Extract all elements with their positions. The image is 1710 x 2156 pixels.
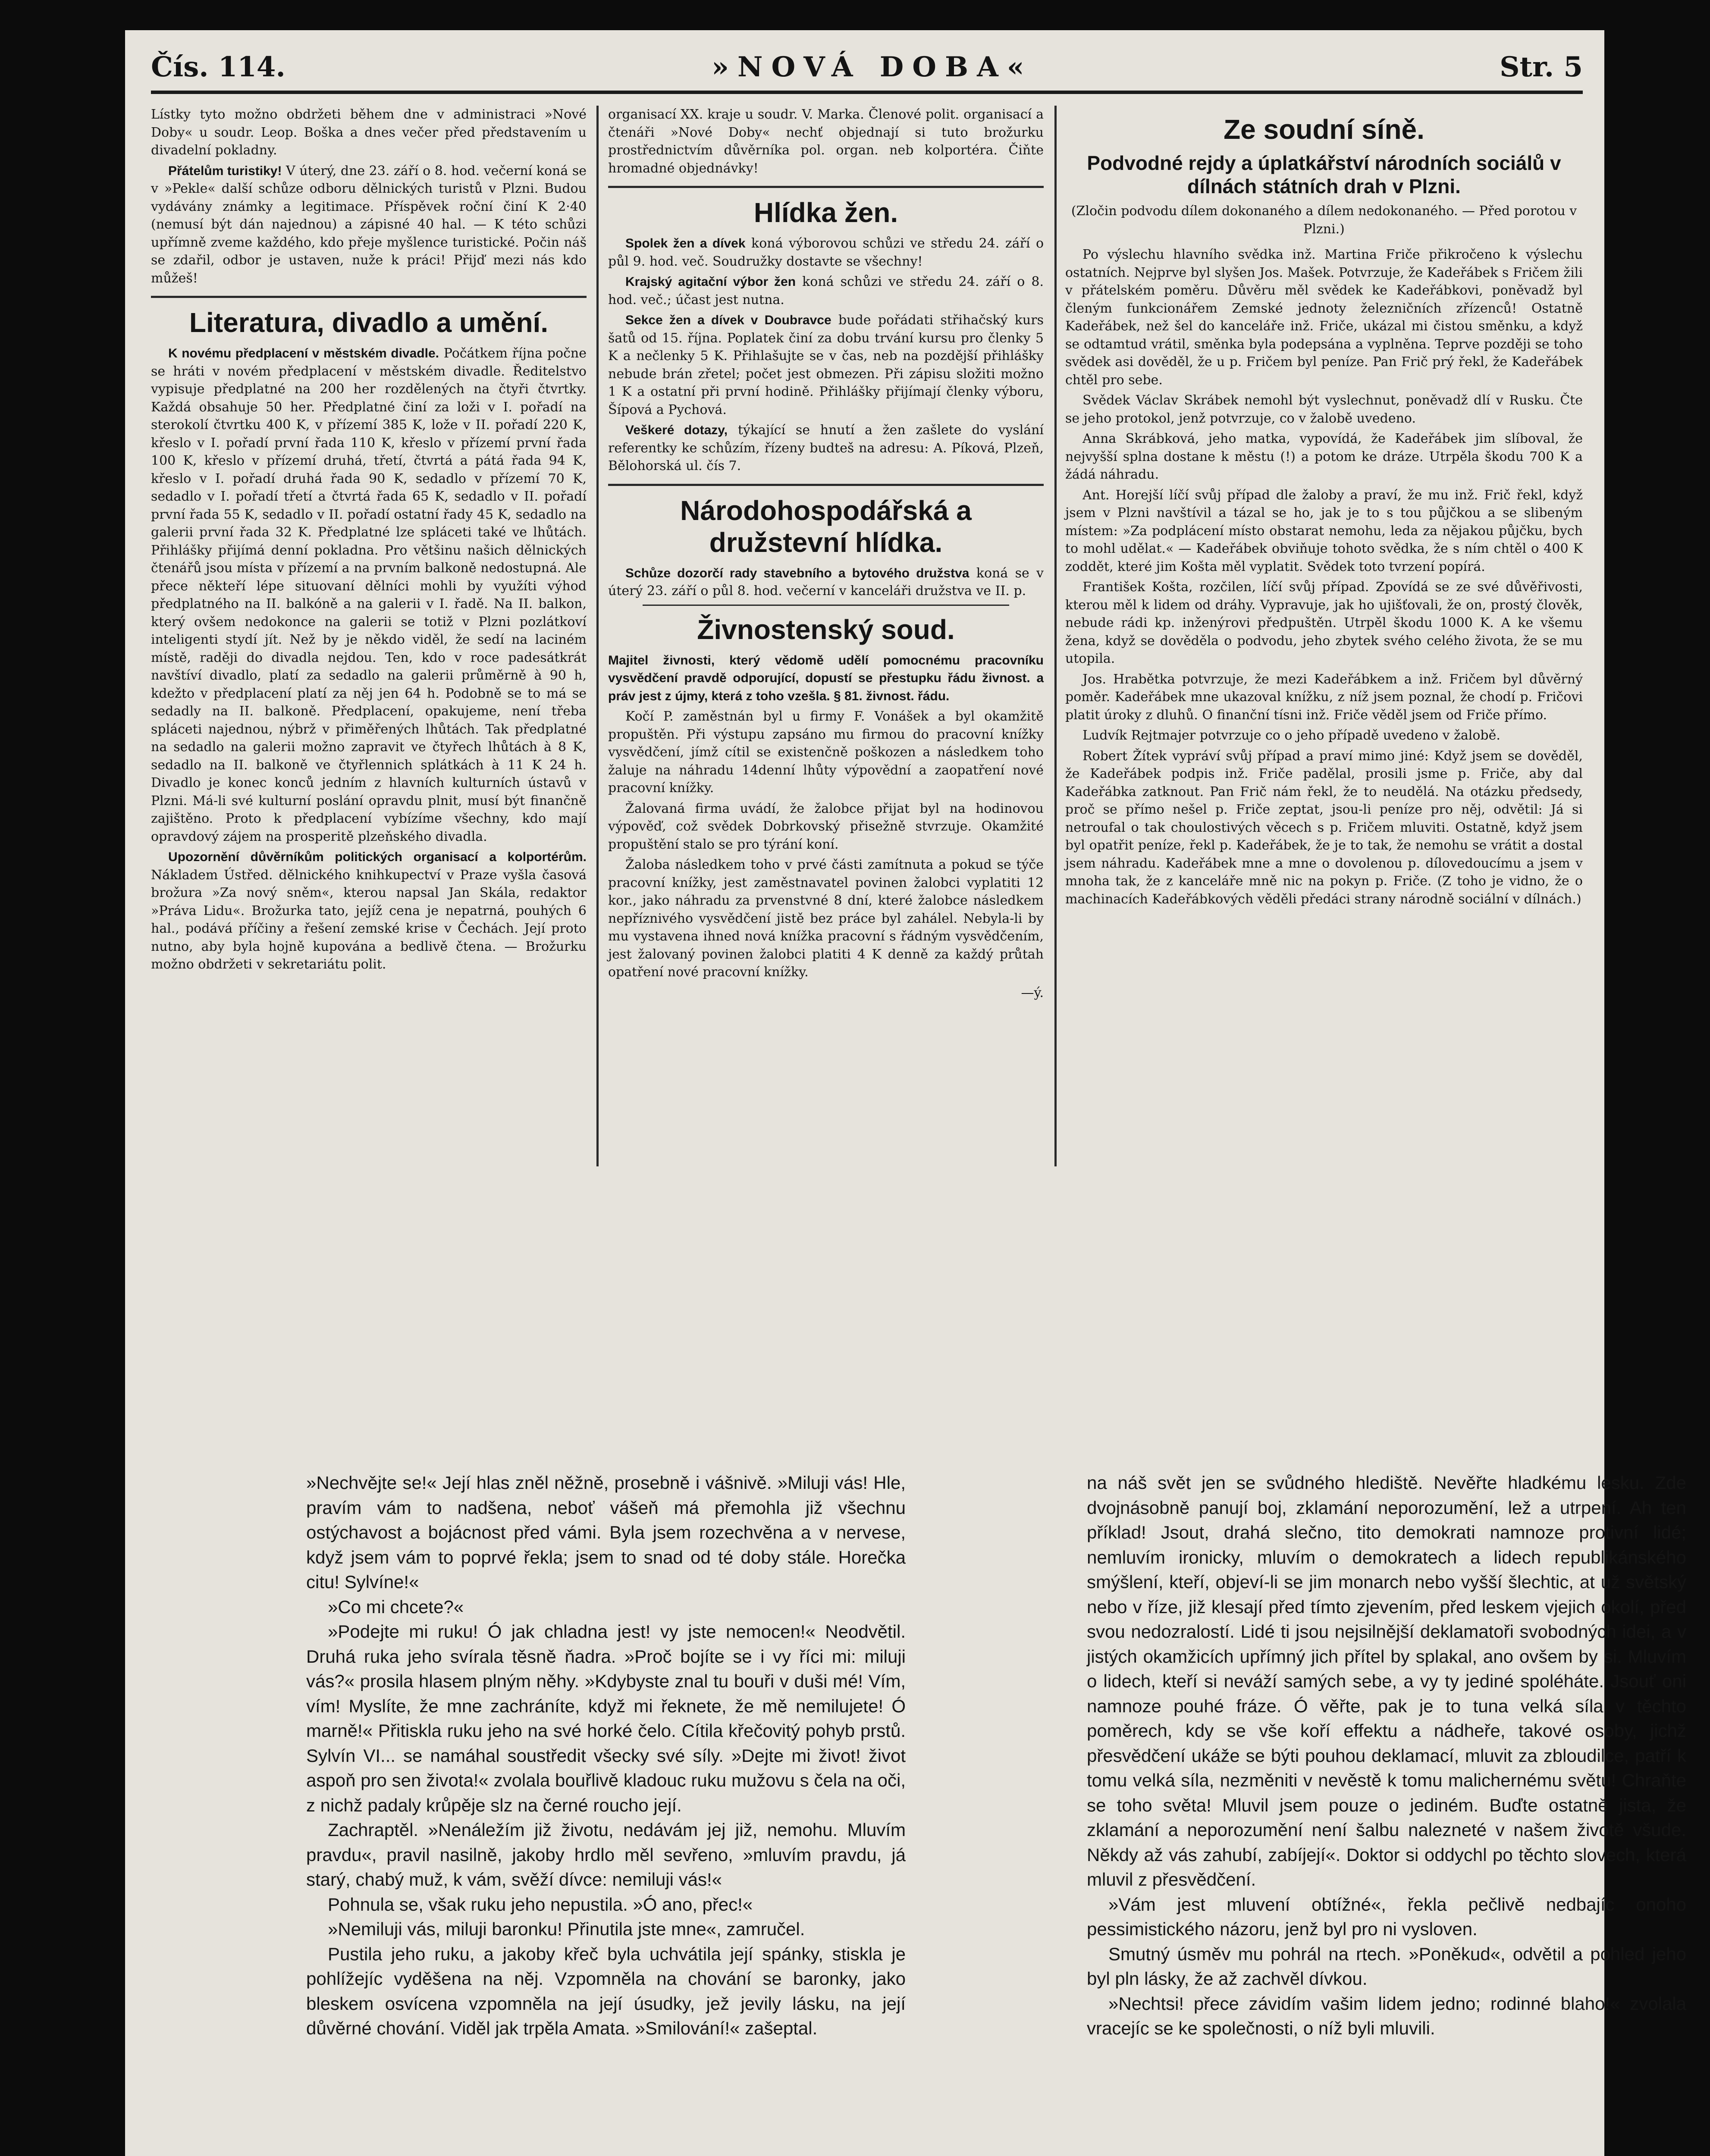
story-paragraph: »Podejte mi ruku! Ó jak chladna jest! vy jste nemocen!« Neodvětil. Druhá ruka jeho svírala těsně ňadra. »Proč bojíte se i vy říci mi: miluji vás?« prosila hlasem plným něhy. »Kdybyste znal tu bouři v duši mé! Vím, vím! Myslíte, že mne zachráníte, když mi řeknete, že mě nemilujete! Ó marně!« Přitiskla ruku jeho na své horké čelo. Cítila křečovitý pohyb prstů. Sylvín VI... se namáhal soustředit všecky své síly. »Dejte mi život! život aspoň pro sen života!« zvolala bouřlivě kladouc ruku mužovu s čela na oči, z nichž padaly krůpěje slz na černé roucho její. [306, 1621, 906, 1815]
tourism-paragraph [151, 162, 587, 288]
trade-court-paragraph: Žalovaná firma uvádí, že žalobce přijat byl na hodinovou výpověď, což svědek Dobrkovský přisežně stvrzuje. Okamžité propuštění stalo se pro týrání koní. [608, 801, 1044, 852]
court-paragraph: Svědek Václav Skrábek nemohl být vyslechnut, poněvadž dlí v Rusku. Čte se jeho protokol, jenž potvrzuje, co v žalobě uvedeno. [1065, 393, 1583, 426]
column-right [1065, 106, 1583, 1171]
theatre-lead: K novému předplacení v městském divadle. [168, 346, 439, 360]
column-middle [608, 106, 1044, 1171]
agitation-lead: Krajský agitační výbor žen [625, 275, 796, 289]
court-paragraph: Jos. Hrabětka potvrzuje, že mezi Kadeřábkem a inž. Fričem byl důvěrný poměr. Kadeřábek mne ukazoval knížku, z níž jsem poznal, že chodí p. Fričovi platit úroky z dluhů. O finanční tísni inž. Friče věděl jsem od Friče přímo. [1065, 671, 1583, 723]
section-title-court: Ze soudní síně. [1224, 114, 1424, 145]
story-paragraph: »Vám jest mluvení obtížné«, řekla pečlivě nedbajíc onoho pessimistického názoru, jenž byl pro ni vysloven. [1087, 1894, 1686, 1939]
column-left [151, 106, 587, 1171]
women-club-paragraph [608, 235, 1044, 270]
story-paragraph: Smutný úsměv mu pohrál na rtech. »Poněkud«, odvětil a pohled jeho byl pln lásky, že až zachvěl dívkou. [1087, 1943, 1686, 1989]
section-title-economy: Národohospodářská a družstevní hlídka. [680, 495, 972, 558]
story-paragraph: »Co mi chcete?« [328, 1596, 464, 1617]
story-paragraph: »Nemiluji vás, miluji baronku! Přinutila jste mne«, zamručel. [328, 1919, 805, 1939]
theatre-paragraph [151, 345, 587, 846]
serial-story-right [1087, 1470, 1686, 2156]
story-paragraph: »Nechtsi! přece závidím vašim lidem jedno; rodinné blaho!« zvolala vracejíc se ke společnosti, o níž byli mluvili. [1087, 1993, 1686, 2038]
agitation-paragraph [608, 273, 1044, 309]
cooperative-text: koná se v úterý 23. září o půl 8. hod. večerní v kanceláři družstva ve II. p. [608, 565, 1044, 599]
serial-story-left [306, 1470, 906, 2156]
tickets-paragraph: Lístky tyto možno obdržeti během dne v administraci »Nové Doby« u soudr. Leop. Boška a dnes večer před představením u divadelní pokladny. [151, 107, 587, 158]
section-title-women: Hlídka žen. [753, 197, 898, 228]
inquiries-paragraph [608, 421, 1044, 475]
court-paragraph: František Košta, rozčilen, líčí svůj případ. Zpovídá se ze své důvěřivosti, kterou měl k lidem od dráhy. Vypravuje, jak ho ujišťovali, že on, prostý člověk, nebude rádi kp. inženýrovi předpuštěn. Utrpěl škodu 1000 K. A ke všemu žena, když se dověděla o podvodu, jeho zbytek svého celého života, že se mu utopila. [1065, 580, 1583, 666]
issue-number: Čís. 114. [151, 51, 286, 83]
agitation-text: koná schůzi ve středu 24. září o 8. hod. več.; účast jest nutna. [608, 274, 1044, 307]
tourism-lead: Přátelům turistiky! [168, 163, 282, 178]
section-doubravka-text: bude pořádati střihačský kurs šatů od 15. října. Poplatek činí za dobu trvání kursu pro členky 5 K a nečlenky 5 K. Přihlašujte se v čas, neb na pozdější přihlášky nebude brán zřetel; počet jest obmezen. Při zápisu složiti možno 1 K a ostatní při první hodině. Přihlášky přijímají členky výboru, Šípová a Pychová. [608, 313, 1044, 417]
page-header [151, 43, 1583, 94]
theatre-text: Počátkem října počne se hráti v novém předplacení v městském divadle. Ředitelstvo vypisuje předplatné na 200 her rozdělených na čtyři čtvrtky. Každá obsahuje 50 her. Předplatné činí za loži v I. pořadí na sterokolí čtvrtku 400 K, v přízemí 385 K, lože v II. pořadí 220 K, křeslo v I. pořadí první řada 110 K, křeslo v přízemí první řada 100 K, křeslo v přízemí druhá, třetí, čtvrtá a pátá řada 94 K, křeslo v I. pořadí druhá řada 90 K, sedadlo v přízemí 70 K, sedadlo v I. pořadí třetí a čtvrtá řada 65 K, sedadlo v II. pořadí první řada 55 K, sedadlo v II. pořadí ostatní řady 45 K, sedadlo na galerii první řada 32 K. Předplatné lze spláceti také ve lhůtách. Přihlášky přijímá denní pokladna. Pro většinu našich dělnických čtenářů jsou místa v přízemí a na prvním balkoně nedostupná. Ale přece někteří lépe situovaní dělníci mohli by využíti výhod předplatného na II. balkóně a na galerii v I. řadě. Na II. balkon, který ovšem nedokonce na galerii se totiž v Plzni pozlátkoví inteligenti stydí jít. Než by je někdo viděl, že sedí na laciném místě, raději do divadla nejdou. Ten, kdo v roce padesátkrát navštíví divadlo, platí za sedadlo na galerii průměrně à 90 h, kdežto v předplacení platí za něj jen 64 h. Podobně se to má se sedadly na II. balkoně. Předplacení, opakujeme, není třeba spláceti najednou, nýbrž v přiměřených lhůtách. Tak předplatné na sedadlo na galerii možno zapravit ve čtyřech lhůtách à 8 K, sedadlo na II. balkoně ve čtyřlennich splátkách à 11 K 24 h. Divadlo je konec konců jedním z hlavních kulturních ústavů v Plzni. Má-li své kulturní poslání opravdu plnit, musí být finančně zajištěno. Proto k předplacení vybízíme všechny, kdo mají opravdový zájem na prosperitě plzeňského divadla. [151, 346, 587, 844]
section-title-literature: Literatura, divadlo a umění. [189, 307, 549, 338]
section-doubravka-paragraph [608, 311, 1044, 419]
cooperative-lead: Schůze dozorčí rady stavebního a bytového družstva [625, 566, 970, 580]
section-divider [151, 296, 587, 298]
trade-court-lead: Majitel živnosti, který vědomě udělí pomocnému pracovníku vysvědčení pravdě odporující, dopustí se přestupku řádu živnost. a práv jest z újmy, která z toho vzešla. § 81. živnost. řádu. [608, 653, 1044, 703]
trade-court-paragraph: Žaloba následkem toho v prvé části zamítnuta a pokud se týče pracovní knížky, jest zaměstnavatel povinen žalobci vyplatiti 12 kor., jako náhradu za prvenstvné 8 dní, které žalobce následkem nepříznivého vysvědčení jistě bez práce byl zahálel. Nebyla-li by mu vystavena ihned nová knížka pracovní s řádným vysvědčením, jest žalovaný povinen žalobci platiti 4 K denně za každý průtah opatření nové pracovní knížky. [608, 857, 1044, 980]
newspaper-page [125, 30, 1686, 2156]
trade-court-paragraph: Kočí P. zaměstnán byl u firmy F. Vonášek a byl okamžitě propuštěn. Při výstupu zapsáno mu firmou do pracovní knížky vysvědčení, jímž cítil se existenčně poškozen a následkem toho žaluje na náhradu 14denní lhůty výpovědní a zaopatření nové pracovní knížky. [608, 709, 1044, 796]
column-divider [1054, 106, 1057, 1166]
story-paragraph: Pohnula se, však ruku jeho nepustila. »Ó ano, přec!« [328, 1894, 753, 1915]
women-club-lead: Spolek žen a dívek [625, 236, 746, 251]
notice-lead: Upozornění důvěrníkům politických organisací a kolportérům. [168, 850, 587, 864]
continuation-paragraph: organisací XX. kraje u soudr. V. Marka. Členové polit. organisací a čtenáři »Nové Doby« nechť objednají si tuto brožurku prostřednictvím důvěrníka pol. organ. neb kolportéra. Čiňte hromadné objednávky! [608, 107, 1044, 176]
section-doubravka-lead: Sekce žen a dívek v Doubravce [625, 313, 831, 327]
inquiries-text: týkající se hnutí a žen zašlete do vyslání referentky ke schůzím, řízeny budteš na adresu: A. Píková, Plzeň, Bělohorská ul. čís 7. [608, 423, 1044, 473]
story-paragraph: Pustila jeho ruku, a jakoby křeč byla uchvátila její spánky, stiskla je pohlížejíc vyděšena na něj. Vzpomněla na chování se baronky, jako bleskem osvícena vzpomněla na její úsudky, jež jevily lásku, na její důvěrné chování. Viděl jak trpěla Amata. »Smilování!« zašeptal. [306, 1943, 906, 2038]
article-note: (Zločin podvodu dílem dokonaného a dílem nedokonaného. — Před porotou v Plzni.) [1071, 204, 1577, 237]
women-club-text: koná výborovou schůzi ve středu 24. září o půl 9. hod. več. Soudružky dostavte se všechny! [608, 236, 1044, 269]
masthead-title: »NOVÁ DOBA« [712, 51, 1033, 83]
article-headline: Podvodné rejdy a úplatkářství národních sociálů v dílnách státních drah v Plzni. [1087, 152, 1561, 197]
section-divider [608, 186, 1044, 188]
inquiries-lead: Veškeré dotazy, [625, 423, 728, 437]
notice-paragraph [151, 848, 587, 974]
cooperative-paragraph [608, 564, 1044, 600]
court-paragraph: Po výslechu hlavního svědka inž. Martina Friče přikročeno k výslechu ostatních. Nejprve byl slyšen Jos. Mašek. Potvrzuje, že Kadeřábek s Fričem žili v přátelském poměru. Důvěru měl svědek ke Kadeřábkovi, poněvadž byl členým funkcionářem Zemské jednoty železničních zřízenců! Ostatně Kadeřábek, než šel do kanceláře inž. Friče, ukázal mi čistou směnku, a když se odtamtud vrátil, směnka byla podepsána a vyplněna. Teprve později se toho svědek asi dověděl, že u p. Fričem byl peníze. Pan Frič prý řekl, že Kadeřábek chtěl pro sebe. [1065, 247, 1583, 388]
section-divider [643, 605, 1009, 606]
section-title-trade-court: Živnostenský soud. [697, 614, 955, 645]
page-number-top: Str. 5 [1500, 51, 1583, 83]
story-paragraph: »Nechvějte se!« Její hlas zněl něžně, prosebně i vášnivě. »Miluji vás! Hle, pravím vám to nadšena, neboť vášeň má přemohla již všechnu ostýchavost a bojácnost před vámi. Byla jsem rozechvěna a v nervese, když jsem vám to poprvé řekla; jsem to snad od té doby stále. Horečka citu! Sylvíne!« [306, 1473, 906, 1592]
court-paragraph: Ludvík Rejtmajer potvrzuje co o jeho případě uvedeno v žalobě. [1082, 728, 1500, 743]
story-paragraph: Zachraptěl. »Nenáležím již životu, nedávám jej již, nemohu. Mluvím pravdu«, pravil nasilně, jakoby hrdlo měl sevřeno, »mluvím pravdu, já starý, chabý muž, k vám, svěží dívce: nemiluji vás!« [306, 1820, 906, 1890]
author-signature: —ý. [1021, 985, 1044, 1000]
section-divider [608, 484, 1044, 486]
court-paragraph: Robert Žítek vypráví svůj případ a praví mimo jiné: Když jsem se dověděl, že Kadeřábek podpis inž. Friče padělal, prosili jsme p. Friče, aby dal Kadeřábka zatknout. Pan Frič nám řekl, že to neudělá. Na otázku předsedy, proč se přímo nešel p. Friče zeptat, jsou-li peníze pro něj, odvětil: Já si netroufal o tak choulostivých věcech s p. Fričem mluviti. Ostatně, když jsem byl opatřit peníze, řekl p. Kadeřábek, že je to tak, že nemohu se vrátit a dostal jsem náhradu. Kadeřábek mne a mne o dovolenou p. dílovedoucímu a jsem v mnoha tak, že z kanceláře mně nic na pokyn p. Friče. (Z toho je vidno, že o machinacích Kadeřábkových věděli předáci strany národně sociální v dílnách.) [1065, 748, 1583, 907]
column-divider [596, 106, 599, 1166]
tourism-text: V úterý, dne 23. září o 8. hod. večerní koná se v »Pekle« další schůze odboru dělnických turistů v Plzni. Budou vydávány známky a legitimace. Příspěvek roční činí K 2·40 (nemusí být dán najednou) a zápisné 40 hal. — K této schůzi upřímně zveme každého, kdo přeje myšlence turistické. Počin náš se zdařil, odbor je ustaven, nuže k práci! Přijď mezi nás kdo můžeš! [151, 163, 587, 286]
notice-text: Nákladem Ústřed. dělnického knihkupectví v Praze vyšla časová brožura »Za nový sněm«, kterou napsal Jan Skála, redaktor »Práva Lidu«. Brožurka tato, jejíž cena je nepatrná, pouhých 6 hal., podává příčiny a řešení zemské krise v Čechách. Její proto nutno, aby byla hojně kupována a bedlivě čtena. — Brožurku možno obdržeti v sekretariátu polit. [151, 867, 587, 972]
court-paragraph: Ant. Horejší líčí svůj případ dle žaloby a praví, že mu inž. Frič řekl, když jsem v Plzni navštívil a tázal se ho, jak je to s tou půjčkou a se slibeným místem: »Za podplácení místo obstarat nemohu, leda za nějakou půjčku, bych to mohl udělat.« — Kadeřábek obviňuje tohoto svědka, že s ním chtěl o 400 K zoddět, které jim Košta měl vyplatit. Svědek toto tvrzení popírá. [1065, 487, 1583, 574]
story-paragraph: na náš svět jen se svůdného hlediště. Nevěřte hladkému lesku. Zde dvojnásobně panují boj, zklamání neporozumění, lež a utrpení. Ah ten příklad! Jsout, drahá slečno, tito demokrati namnoze protivní lidé; nemluvím ironicky, mluvím o demokratech a lidech republikánského smýšlení, kteří, objeví-li se jim monarch nebo vyšší šlechtic, at už světský nebo v říze, již klesají před tímto zjevením, před leskem vjejich okolí, před svou nedozralostí. Lidé ti jsou nejsilnější deklamatoři svobodných idei, a v jistých okamžicích upřímný jich přítel by splakal, ano ovšem by si. Mluvím o lidech, kteří si neváží samých sebe, a vy ty jediné spoléháte. Jsouť oni namnoze pouhé fráze. Ó věřte, pak je to tuna velká síla v těchto poměrech, kdy se vše koří effektu a nádheře, takové osoby, jichž přesvědčení ukáže se býti pouhou deklamací, mluvit za zbloudilce, patří k tomu velká síla, nezměniti v nevěstě k tomu malichernému světu! Chraňte se toho světa! Mluvil jsem pouze o jediném. Buďte ostatně jista, že zklamání a neporozumění není šalbu nalezneté v našem životě všude. Někdy až vás zahubí, zabíjejí«. Doktor si oddychl po těchto slovech, která mluvil z přesvědčení. [1087, 1473, 1686, 1890]
court-paragraph: Anna Skrábková, jeho matka, vypovídá, že Kadeřábek jim slíboval, že nejvyšší splna dostane k městu (!) a potom ke dráze. Utrpěla škodu 700 K a žádá náhradu. [1065, 431, 1583, 482]
